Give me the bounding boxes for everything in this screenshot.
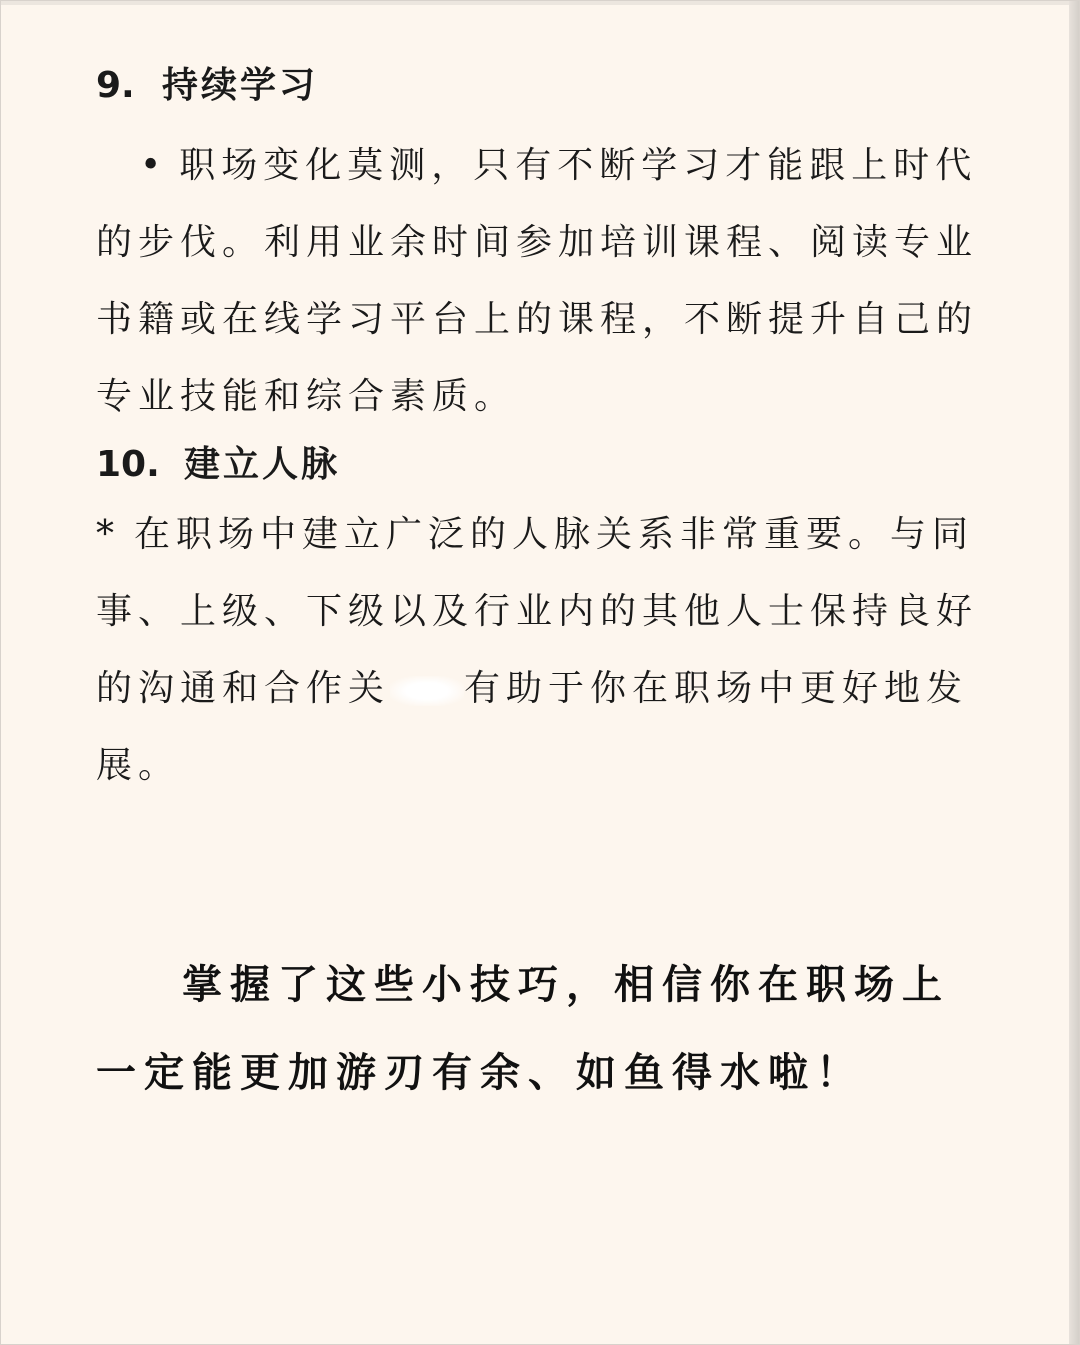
section-9-heading: [96, 56, 996, 116]
section-10-line-1: * 在职场中建立广泛的人脉关系非常重要。与同: [96, 514, 975, 555]
section-9-paragraph: [96, 127, 996, 435]
section-10-line-2: 事、上级、下级以及行业内的其他人士保持良好: [96, 591, 979, 632]
section-10-heading: [96, 435, 996, 495]
section-9-line-3: 书籍或在线学习平台上的课程，不断提升自己的: [96, 299, 979, 340]
closing-line-1: 掌握了这些小技巧，相信你在职场上: [182, 961, 950, 1008]
closing-statement: [96, 941, 996, 1117]
section-9-number: 9.: [96, 65, 135, 106]
section-10-title: 建立人脉: [184, 444, 341, 485]
section-9-line-2: 的步伐。利用业余时间参加培训课程、阅读专业: [96, 222, 979, 263]
section-9-line-1: • 职场变化莫测，只有不断学习才能跟上时代: [140, 145, 978, 186]
section-9-title: 持续学习: [162, 65, 319, 106]
page-top-edge: [1, 1, 1080, 5]
section-10-paragraph: [96, 496, 996, 804]
asterisk-marker: *: [96, 514, 120, 555]
section-10-line-3: 的沟通和合作关 有助于你在职场中更好地发: [96, 668, 969, 709]
section-10-number: 10.: [96, 444, 160, 485]
closing-line-2: 一定能更加游刃有余、如鱼得水啦！: [96, 1049, 864, 1096]
bullet-marker: •: [140, 145, 168, 186]
section-9-line-4: 专业技能和综合素质。: [96, 376, 517, 417]
section-10-line-4: 展。: [96, 745, 181, 786]
smudge-mark: [390, 676, 464, 706]
page-right-edge: [1069, 1, 1079, 1345]
tips-content: [96, 56, 996, 804]
